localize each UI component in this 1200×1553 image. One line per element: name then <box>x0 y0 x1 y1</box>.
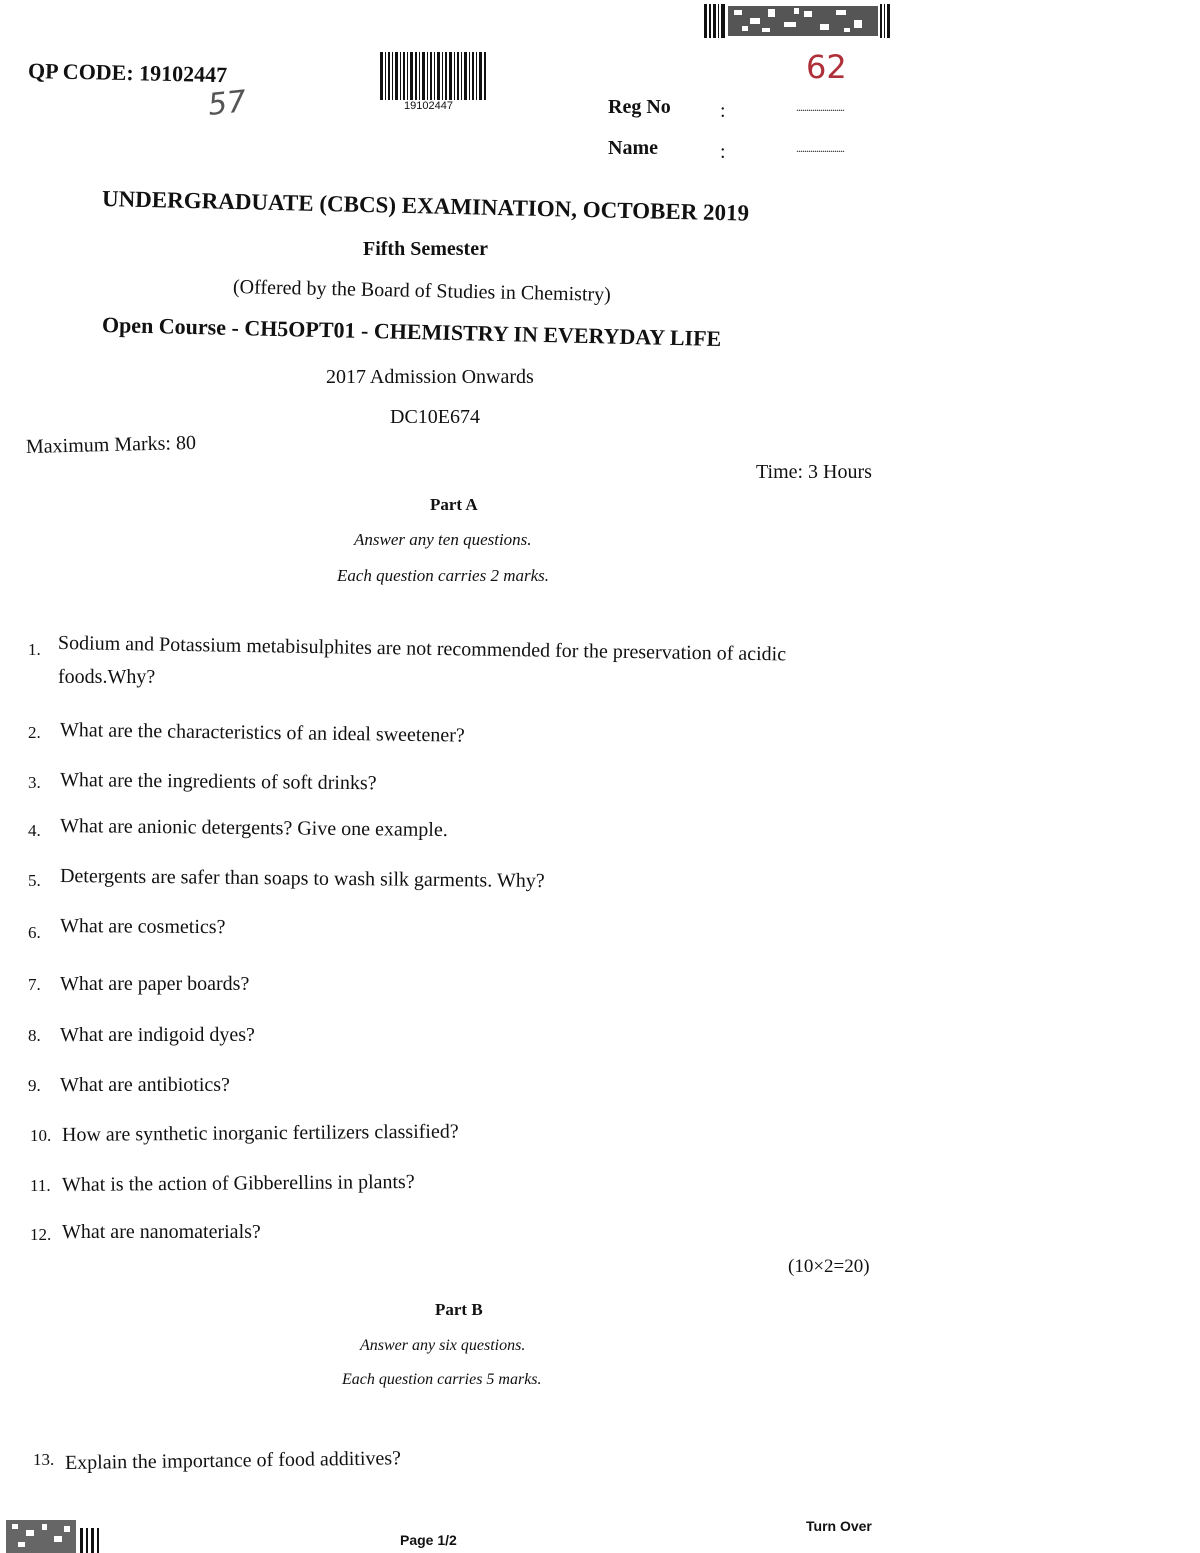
admission: 2017 Admission Onwards <box>326 366 534 388</box>
question-number: 9. <box>28 1076 41 1095</box>
semester: Fifth Semester <box>363 238 488 260</box>
corner-barcode-icon <box>6 1516 100 1553</box>
question-text: Explain the importance of food additives? <box>64 1447 402 1474</box>
qr-barcode-icon <box>704 4 890 38</box>
barcode-number: 19102447 <box>404 100 453 112</box>
question-number: 2. <box>28 723 41 742</box>
name-label: Name <box>608 137 658 159</box>
barcode-icon <box>380 52 486 100</box>
question-text: What are cosmetics? <box>59 915 226 939</box>
page-number: Page 1/2 <box>400 1532 457 1548</box>
reg-no-colon: : <box>720 100 726 122</box>
question-text: What are nanomaterials? <box>62 1221 261 1243</box>
question-number: 10. <box>30 1126 52 1145</box>
qp-code: QP CODE: 19102447 <box>27 58 228 88</box>
part-b-heading: Part B <box>435 1300 483 1319</box>
question-text: Detergents are safer than soaps to wash silk garments. Why? <box>59 865 545 893</box>
exam-code: DC10E674 <box>390 406 480 428</box>
question-text: How are synthetic inorganic fertilizers classified? <box>61 1120 459 1146</box>
question-number: 3. <box>28 773 41 792</box>
question-number: 8. <box>28 1026 41 1045</box>
question-text: What is the action of Gibberellins in plants? <box>61 1170 415 1196</box>
part-a-heading: Part A <box>430 495 478 514</box>
reg-no-field[interactable]: ........................ <box>796 100 844 114</box>
question-number: 7. <box>28 975 41 994</box>
question-number: 11. <box>30 1176 51 1195</box>
question-number: 13. <box>33 1450 55 1469</box>
question-text: What are paper boards? <box>60 973 250 995</box>
part-b-instruction-1: Answer any six questions. <box>360 1337 526 1354</box>
time: Time: 3 Hours <box>756 461 872 483</box>
question-text: What are indigoid dyes? <box>60 1024 255 1046</box>
part-b-instruction-2: Each question carries 5 marks. <box>342 1371 542 1388</box>
reg-no-label: Reg No <box>608 96 671 118</box>
name-field[interactable]: ........................ <box>796 141 844 155</box>
part-a-marks: (10×2=20) <box>788 1256 870 1277</box>
question-text: What are antibiotics? <box>60 1074 230 1096</box>
question-text: Sodium and Potassium metabisulphites are not recommended for the preservation of acidic <box>57 632 787 666</box>
question-number: 6. <box>28 923 41 942</box>
offered-by: (Offered by the Board of Studies in Chemistry) <box>232 276 612 306</box>
question-number: 12. <box>30 1225 52 1244</box>
max-marks: Maximum Marks: 80 <box>25 431 197 458</box>
handwritten-mark: 57 <box>206 84 248 123</box>
question-text-continued: foods.Why? <box>58 666 156 688</box>
part-a-instruction-1: Answer any ten questions. <box>354 530 532 549</box>
handwritten-score: 62 <box>806 48 847 86</box>
question-text: What are the ingredients of soft drinks? <box>59 769 377 795</box>
name-colon: : <box>720 141 726 163</box>
question-number: 4. <box>28 821 41 840</box>
question-number: 1. <box>28 640 41 659</box>
question-number: 5. <box>28 871 41 890</box>
question-text: What are anionic detergents? Give one example. <box>59 815 448 842</box>
turn-over: Turn Over <box>806 1518 872 1534</box>
exam-title: UNDERGRADUATE (CBCS) EXAMINATION, OCTOBER 2019 <box>101 186 750 226</box>
part-a-instruction-2: Each question carries 2 marks. <box>337 566 550 585</box>
course-title: Open Course - CH5OPT01 - CHEMISTRY IN EVERYDAY LIFE <box>101 312 722 352</box>
question-text: What are the characteristics of an ideal sweetener? <box>59 719 465 747</box>
